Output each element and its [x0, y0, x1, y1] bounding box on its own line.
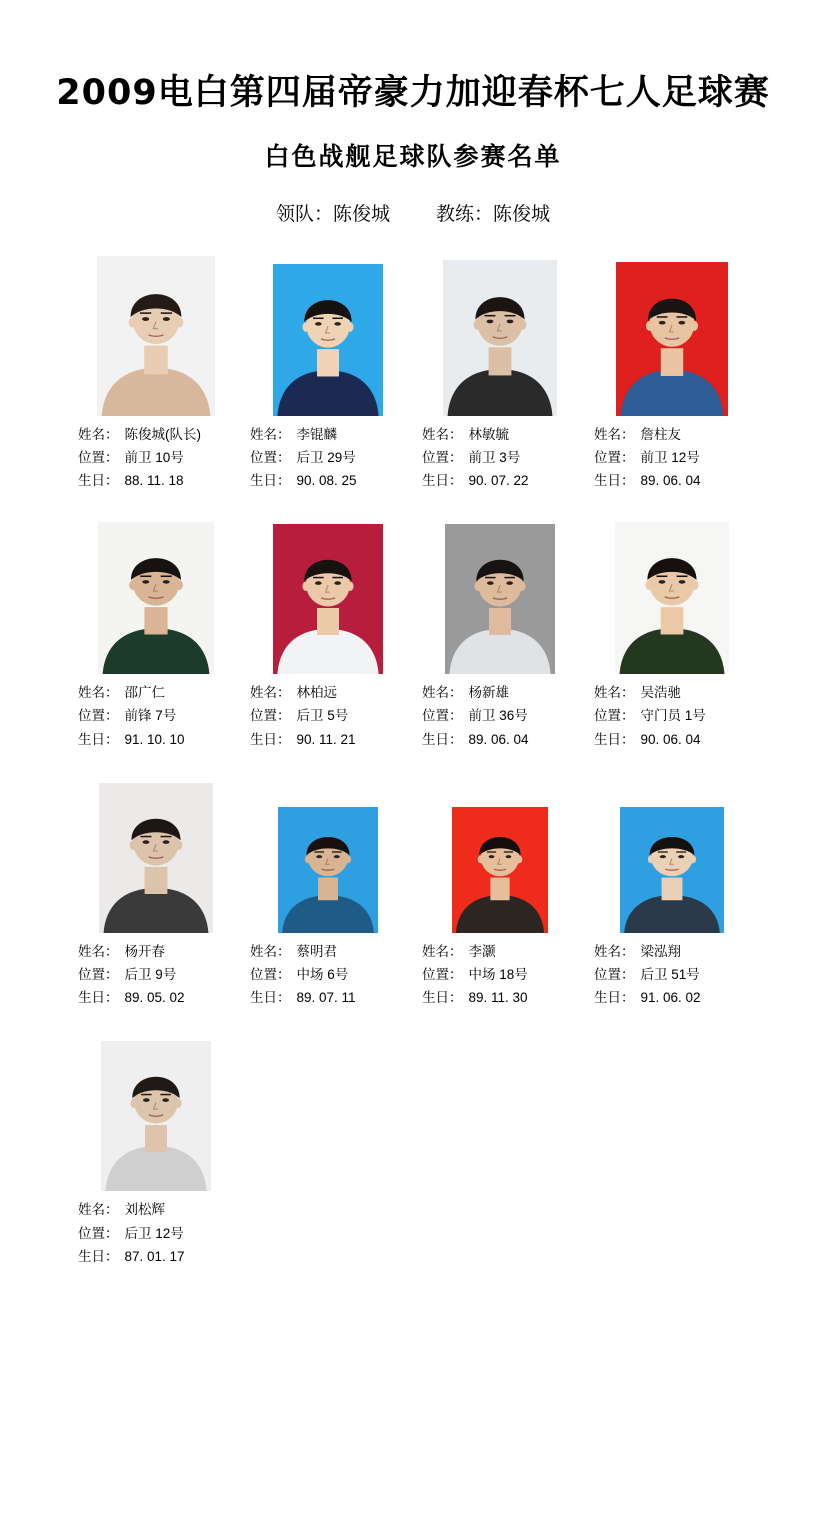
player-info: [414, 423, 586, 493]
player-photo-frame: [414, 514, 586, 674]
player-position-line: [594, 704, 758, 727]
birthday-label: 生日：: [78, 472, 119, 488]
page-title: 2009电白第四届帝豪力加迎春杯七人足球赛: [56, 73, 770, 113]
player-card: [70, 256, 242, 493]
player-birthday: 90. 11. 21: [296, 731, 356, 747]
player-name: 杨开春: [124, 943, 165, 959]
player-name-line: [78, 1198, 242, 1221]
name-label: 姓名：: [78, 943, 119, 959]
staff-line: [0, 199, 826, 226]
player-photo: [98, 522, 214, 674]
position-label: 位置：: [594, 449, 635, 465]
player-position-line: [78, 963, 242, 986]
player-position-line: [422, 963, 586, 986]
birthday-label: 生日：: [78, 990, 119, 1006]
player-photo-frame: [414, 773, 586, 933]
player-card: [242, 256, 414, 493]
player-info: [70, 1198, 242, 1268]
leader-label: 领队：: [275, 203, 333, 225]
player-position-line: [250, 704, 414, 727]
leader-name: 陈俊城: [332, 203, 390, 225]
birthday-label: 生日：: [422, 990, 463, 1006]
player-birthday-line: [422, 469, 586, 492]
player-card: [414, 256, 586, 493]
player-row: [70, 256, 766, 493]
name-label: 姓名：: [422, 426, 463, 442]
birthday-label: 生日：: [78, 731, 119, 747]
player-name-line: [594, 940, 758, 963]
name-label: 姓名：: [594, 426, 635, 442]
player-name-line: [422, 940, 586, 963]
player-card: [586, 514, 758, 751]
player-name: 蔡明君: [296, 943, 337, 959]
player-info: [242, 681, 414, 751]
position-label: 位置：: [422, 967, 463, 983]
player-photo-frame: [70, 256, 242, 416]
player-photo: [278, 807, 378, 933]
player-name-line: [422, 423, 586, 446]
name-label: 姓名：: [422, 685, 463, 701]
player-photo-frame: [70, 514, 242, 674]
player-name: 李锟麟: [296, 426, 337, 442]
position-label: 位置：: [422, 708, 463, 724]
player-card: [242, 773, 414, 1010]
player-photo-frame: [586, 773, 758, 933]
player-name: 杨新雄: [468, 685, 509, 701]
player-birthday: 90. 07. 22: [468, 472, 529, 488]
player-card: [242, 514, 414, 751]
player-info: [414, 940, 586, 1010]
name-label: 姓名：: [78, 1202, 119, 1218]
player-position-line: [78, 1222, 242, 1245]
player-name: 梁泓翔: [640, 943, 681, 959]
player-photo-frame: [70, 1031, 242, 1191]
page-subtitle: 白色战舰足球队参赛名单: [264, 141, 562, 171]
player-info: [70, 940, 242, 1010]
birthday-label: 生日：: [422, 472, 463, 488]
player-birthday-line: [422, 728, 586, 751]
player-position: 前卫 36号: [468, 708, 528, 724]
player-birthday-line: [78, 728, 242, 751]
player-birthday: 91. 10. 10: [124, 731, 185, 747]
player-photo: [273, 524, 383, 674]
player-birthday: 89. 11. 30: [468, 990, 528, 1006]
player-photo: [443, 260, 557, 416]
position-label: 位置：: [78, 708, 119, 724]
player-info: [414, 681, 586, 751]
player-photo: [616, 262, 728, 416]
coach-name: 陈俊城: [493, 203, 551, 225]
player-info: [70, 681, 242, 751]
player-info: [586, 681, 758, 751]
player-name: 林柏远: [296, 685, 337, 701]
player-name-line: [78, 681, 242, 704]
player-card: [414, 514, 586, 751]
roster-page: [0, 74, 826, 1530]
player-card: [586, 773, 758, 1010]
player-photo-frame: [242, 256, 414, 416]
player-row: [70, 773, 766, 1010]
coach-label: 教练：: [436, 203, 494, 225]
player-position: 后卫 51号: [640, 967, 700, 983]
birthday-label: 生日：: [422, 731, 463, 747]
player-position-line: [594, 446, 758, 469]
player-birthday-line: [250, 986, 414, 1009]
player-birthday-line: [78, 986, 242, 1009]
position-label: 位置：: [250, 449, 291, 465]
player-name-line: [78, 423, 242, 446]
player-position: 守门员 1号: [640, 708, 706, 724]
player-position: 中场 18号: [468, 967, 528, 983]
name-label: 姓名：: [250, 426, 291, 442]
player-name-line: [78, 940, 242, 963]
player-birthday: 89. 07. 11: [296, 990, 356, 1006]
player-birthday-line: [594, 986, 758, 1009]
name-label: 姓名：: [250, 685, 291, 701]
player-position: 前卫 12号: [640, 449, 700, 465]
player-position: 后卫 9号: [124, 967, 177, 983]
position-label: 位置：: [250, 708, 291, 724]
player-photo: [273, 264, 383, 416]
player-position: 前卫 10号: [124, 449, 184, 465]
player-photo: [620, 807, 724, 933]
name-label: 姓名：: [594, 943, 635, 959]
player-card: [70, 1031, 242, 1268]
player-name-line: [250, 940, 414, 963]
player-photo-frame: [70, 773, 242, 933]
position-label: 位置：: [78, 967, 119, 983]
player-name-line: [594, 681, 758, 704]
player-position-line: [422, 704, 586, 727]
player-position: 后卫 12号: [124, 1225, 184, 1241]
player-name: 刘松辉: [124, 1202, 165, 1218]
player-position-line: [422, 446, 586, 469]
player-position-line: [594, 963, 758, 986]
name-label: 姓名：: [78, 685, 119, 701]
player-birthday: 88. 11. 18: [124, 472, 184, 488]
player-info: [586, 423, 758, 493]
name-label: 姓名：: [250, 943, 291, 959]
name-label: 姓名：: [422, 943, 463, 959]
player-row: [70, 1031, 766, 1268]
player-birthday: 89. 06. 04: [640, 472, 701, 488]
player-photo-frame: [414, 256, 586, 416]
position-label: 位置：: [78, 449, 119, 465]
position-label: 位置：: [78, 1225, 119, 1241]
birthday-label: 生日：: [594, 990, 635, 1006]
player-name: 李灏: [468, 943, 496, 959]
player-name-line: [250, 681, 414, 704]
player-photo: [445, 524, 555, 674]
player-position-line: [78, 704, 242, 727]
player-photo: [101, 1041, 211, 1191]
player-info: [586, 940, 758, 1010]
player-photo: [99, 783, 213, 933]
player-birthday-line: [594, 469, 758, 492]
player-name-line: [594, 423, 758, 446]
birthday-label: 生日：: [594, 472, 635, 488]
player-info: [242, 423, 414, 493]
player-name-line: [250, 423, 414, 446]
player-name-line: [422, 681, 586, 704]
player-name: 詹柱友: [640, 426, 681, 442]
player-birthday-line: [250, 469, 414, 492]
birthday-label: 生日：: [250, 731, 291, 747]
name-label: 姓名：: [78, 426, 119, 442]
player-card: [70, 773, 242, 1010]
player-position: 前卫 3号: [468, 449, 521, 465]
player-birthday-line: [422, 986, 586, 1009]
player-position: 后卫 5号: [296, 708, 349, 724]
player-birthday: 90. 06. 04: [640, 731, 701, 747]
player-birthday-line: [594, 728, 758, 751]
player-birthday: 90. 08. 25: [296, 472, 357, 488]
player-photo: [97, 256, 215, 416]
player-position-line: [78, 446, 242, 469]
player-info: [242, 940, 414, 1010]
player-birthday-line: [78, 1245, 242, 1268]
player-birthday-line: [78, 469, 242, 492]
player-photo-frame: [586, 514, 758, 674]
position-label: 位置：: [422, 449, 463, 465]
player-position-line: [250, 446, 414, 469]
player-birthday: 89. 05. 02: [124, 990, 185, 1006]
player-position: 前锋 7号: [124, 708, 177, 724]
player-photo-frame: [586, 256, 758, 416]
birthday-label: 生日：: [250, 990, 291, 1006]
player-card: [586, 256, 758, 493]
player-photo: [452, 807, 548, 933]
player-card: [414, 773, 586, 1010]
player-name: 陈俊城(队长): [124, 426, 201, 442]
player-position: 中场 6号: [296, 967, 349, 983]
player-row: [70, 514, 766, 751]
player-photo: [615, 522, 729, 674]
player-grid: [0, 256, 826, 1269]
position-label: 位置：: [594, 967, 635, 983]
player-birthday-line: [250, 728, 414, 751]
player-name: 邵广仁: [124, 685, 165, 701]
player-birthday: 91. 06. 02: [640, 990, 701, 1006]
player-name: 林敏毓: [468, 426, 509, 442]
position-label: 位置：: [250, 967, 291, 983]
name-label: 姓名：: [594, 685, 635, 701]
player-name: 吴浩驰: [640, 685, 681, 701]
player-photo-frame: [242, 514, 414, 674]
birthday-label: 生日：: [250, 472, 291, 488]
player-photo-frame: [242, 773, 414, 933]
player-card: [70, 514, 242, 751]
player-birthday: 87. 01. 17: [124, 1248, 185, 1264]
birthday-label: 生日：: [78, 1248, 119, 1264]
player-position: 后卫 29号: [296, 449, 356, 465]
player-birthday: 89. 06. 04: [468, 731, 529, 747]
player-position-line: [250, 963, 414, 986]
player-info: [70, 423, 242, 493]
position-label: 位置：: [594, 708, 635, 724]
birthday-label: 生日：: [594, 731, 635, 747]
